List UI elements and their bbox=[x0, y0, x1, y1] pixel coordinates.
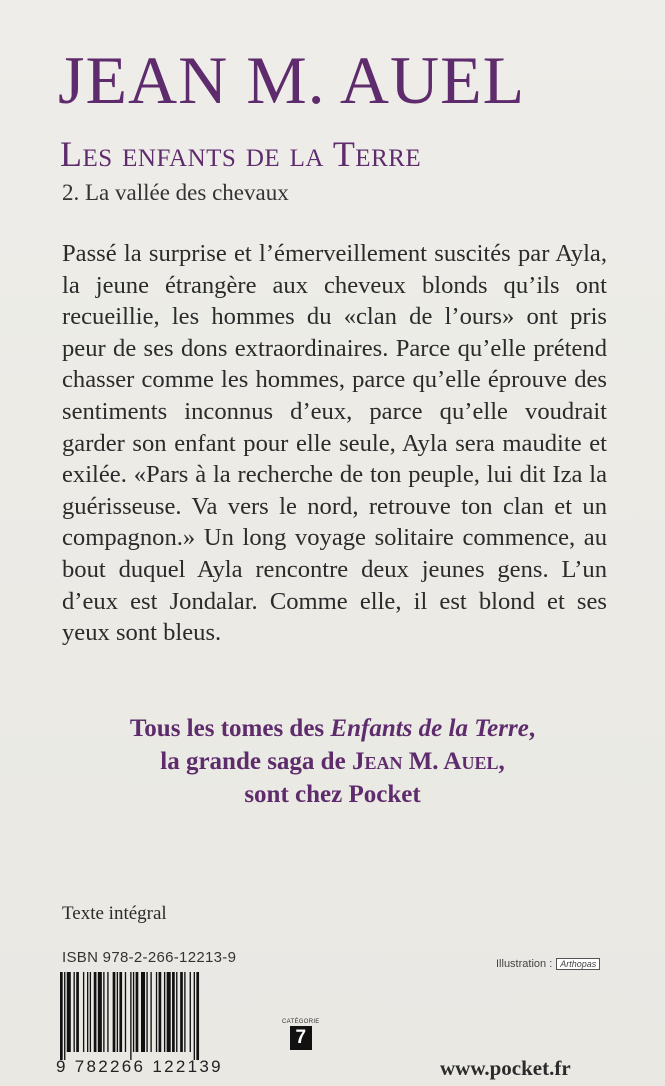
barcode-bar bbox=[136, 972, 139, 1052]
promo-line-2-suffix: , bbox=[498, 748, 505, 775]
isbn-number: ISBN 978-2-266-12213-9 bbox=[62, 949, 237, 966]
category-badge bbox=[282, 1019, 320, 1050]
barcode-bar bbox=[90, 972, 91, 1052]
barcode-bar bbox=[159, 972, 162, 1052]
barcode-bar bbox=[156, 972, 157, 1052]
illustration-label: Illustration : bbox=[496, 958, 553, 970]
barcode bbox=[58, 972, 246, 1060]
barcode-bar bbox=[172, 972, 175, 1052]
publisher-website: www.pocket.fr bbox=[440, 1056, 571, 1080]
promo-line-1-prefix: Tous les tomes des bbox=[129, 715, 331, 742]
barcode-graphic bbox=[58, 972, 246, 1060]
barcode-bar bbox=[67, 972, 71, 1052]
barcode-bar bbox=[130, 972, 131, 1060]
barcode-bar bbox=[125, 972, 126, 1052]
series-title: Les enfants de la Terre bbox=[60, 134, 422, 174]
promo-line-1-suffix: , bbox=[528, 715, 536, 742]
barcode-bar bbox=[83, 972, 84, 1052]
barcode-bar bbox=[60, 972, 63, 1060]
illustrator-logo: Arthopas bbox=[556, 958, 600, 970]
barcode-bar bbox=[180, 972, 183, 1052]
barcode-digits: 9 782266 122139 bbox=[56, 1057, 223, 1076]
barcode-bar bbox=[76, 972, 79, 1052]
barcode-bar bbox=[133, 972, 134, 1052]
barcode-bar bbox=[176, 972, 177, 1052]
promo-line-2-prefix: la grande saga de bbox=[160, 748, 352, 775]
barcode-bar bbox=[103, 972, 104, 1052]
blurb-paragraph: Passé la surprise et l’émerveillement suscités par Ayla, la jeune étrangère aux cheveux blonds qu’ils ont recueillie, les hommes du «clan de l’ours» ont pris peur de ses dons extraordinaires. Parce qu’elle prétend chasser comme les hommes, parce qu’elle éprouve des sentiments inconnus d’eux, parce qu’elle voudrait garder son enfant pour elle seule, Ayla sera maudite et exilée. «Pars à la recherche de ton peuple, lui dit Iza la guérisseuse. Va vers le nord, retrouve ton clan et un compagnon.» Un long voyage solitaire commence, au bout duquel Ayla rencontre deux jeunes gens. L’un d’eux est Jondalar. Comme elle, il est blond et ses yeux sont bleus. bbox=[62, 240, 607, 647]
barcode-bar bbox=[107, 972, 108, 1052]
barcode-bar bbox=[196, 972, 199, 1060]
barcode-bar bbox=[74, 972, 75, 1052]
barcode-bar bbox=[194, 972, 195, 1060]
category-label: CATÉGORIE bbox=[282, 1019, 320, 1025]
barcode-bar bbox=[164, 972, 165, 1052]
barcode-bar bbox=[87, 972, 88, 1052]
barcode-bar bbox=[190, 972, 191, 1052]
barcode-bar bbox=[98, 972, 102, 1052]
promo-line-2 bbox=[40, 745, 625, 778]
author-name: JEAN M. AUEL bbox=[58, 42, 526, 118]
illustration-credit bbox=[496, 958, 600, 970]
barcode-bar bbox=[113, 972, 116, 1052]
book-subtitle: 2. La vallée des chevaux bbox=[62, 180, 289, 205]
barcode-bar bbox=[94, 972, 97, 1052]
barcode-bar bbox=[146, 972, 147, 1052]
barcode-bar bbox=[150, 972, 151, 1052]
barcode-bar bbox=[184, 972, 185, 1052]
promo-block bbox=[40, 712, 625, 811]
category-number: 7 bbox=[290, 1026, 312, 1050]
promo-series-title: Enfants de la Terre bbox=[330, 715, 529, 742]
promo-line-3: sont chez Pocket bbox=[244, 781, 421, 808]
barcode-bar bbox=[141, 972, 145, 1052]
barcode-bar bbox=[167, 972, 171, 1052]
promo-line-1 bbox=[40, 712, 625, 745]
barcode-bar bbox=[119, 972, 122, 1052]
promo-author: Jean M. Auel bbox=[351, 748, 499, 775]
barcode-bar bbox=[64, 972, 65, 1060]
blurb-text bbox=[62, 238, 607, 649]
barcode-bar bbox=[117, 972, 118, 1052]
texte-integral-label: Texte intégral bbox=[62, 903, 167, 924]
